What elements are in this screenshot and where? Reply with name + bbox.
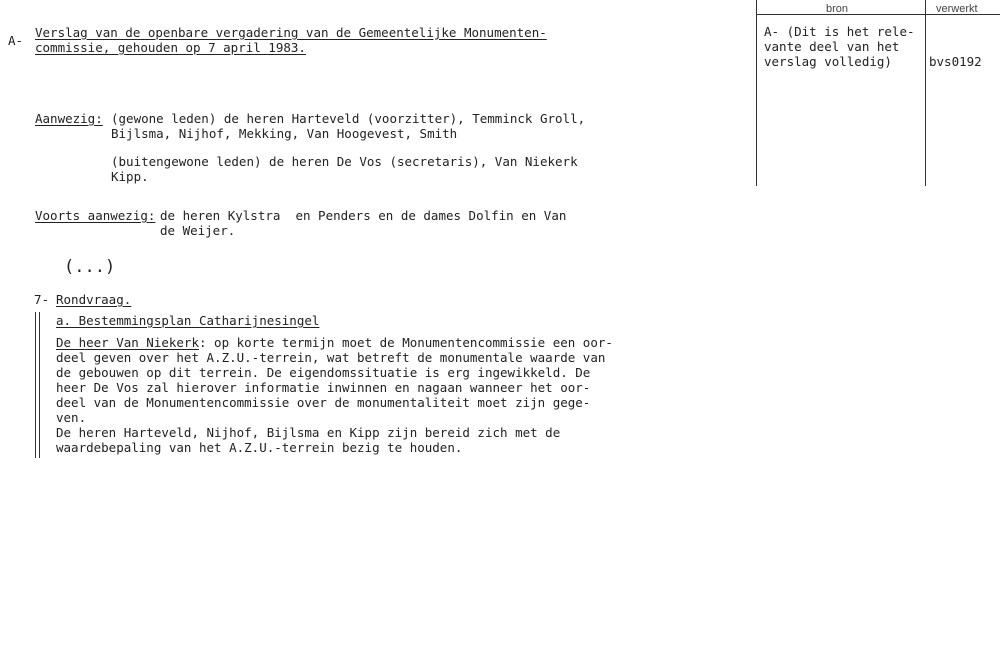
aanwezig-buitengewone-line2: Kipp. <box>111 169 149 184</box>
table-column-divider <box>925 0 926 186</box>
document-title-line2: commissie, gehouden op 7 april 1983. <box>35 40 306 55</box>
paragraph-line: De heren Harteveld, Nijhof, Bijlsma en Kipp zijn bereid zich met de <box>56 425 561 440</box>
paragraph-line: ven. <box>56 410 87 425</box>
verwerkt-header: verwerkt <box>936 3 978 15</box>
paragraph-line: heer De Vos zal hierover informatie inwinnen en nagaan wanneer het oor- <box>56 380 591 395</box>
paragraph-line: waardebepaling van het A.Z.U.-terrein bezig te houden. <box>56 440 463 455</box>
ellipsis: (...) <box>64 257 116 277</box>
aanwezig-gewone-line2: Bijlsma, Nijhof, Mekking, Van Hoogevest, Smith <box>111 126 458 141</box>
table-left-border <box>756 0 757 186</box>
voorts-line2: de Weijer. <box>160 223 236 238</box>
paragraph-line: de gebouwen op dit terrein. De eigendomssituatie is erg ingewikkeld. De <box>56 365 591 380</box>
aanwezig-buitengewone-line1: (buitengewone leden) de heren De Vos (secretaris), Van Niekerk <box>111 154 578 169</box>
voorts-line1: de heren Kylstra en Penders en de dames Dolfin en Van <box>160 208 567 223</box>
document-title-line1: Verslag van de openbare vergadering van de Gemeentelijke Monumenten- <box>35 25 547 40</box>
aanwezig-label: Aanwezig: <box>35 111 103 126</box>
paragraph-line1 <box>56 335 613 350</box>
paragraph-line1-rest: : op korte termijn moet de Monumentencommissie een oor- <box>199 335 613 350</box>
voorts-label: Voorts aanwezig: <box>35 208 156 223</box>
aanwezig-gewone-line1: (gewone leden) de heren Harteveld (voorzitter), Temminck Groll, <box>111 111 586 126</box>
bron-text-line1: A- (Dit is het rele- <box>764 24 915 39</box>
bron-text-line3: verslag volledig) <box>764 54 892 69</box>
bron-header: bron <box>826 3 849 15</box>
rondvraag-number: 7- <box>34 292 50 307</box>
paragraph-line: deel geven over het A.Z.U.-terrein, wat betreft de monumentale waarde van <box>56 350 606 365</box>
verwerkt-code: bvs0192 <box>929 54 982 69</box>
margin-bar-right <box>39 312 40 458</box>
speaker-name: De heer Van Niekerk <box>56 335 199 350</box>
margin-code: A- <box>8 33 24 48</box>
margin-bar-left <box>35 312 36 458</box>
bron-text-line2: vante deel van het <box>764 39 900 54</box>
subheading: a. Bestemmingsplan Catharijnesingel <box>56 313 320 328</box>
paragraph-line: deel van de Monumentencommissie over de monumentaliteit moet zijn gege- <box>56 395 591 410</box>
rondvraag-label: Rondvraag. <box>56 292 132 307</box>
